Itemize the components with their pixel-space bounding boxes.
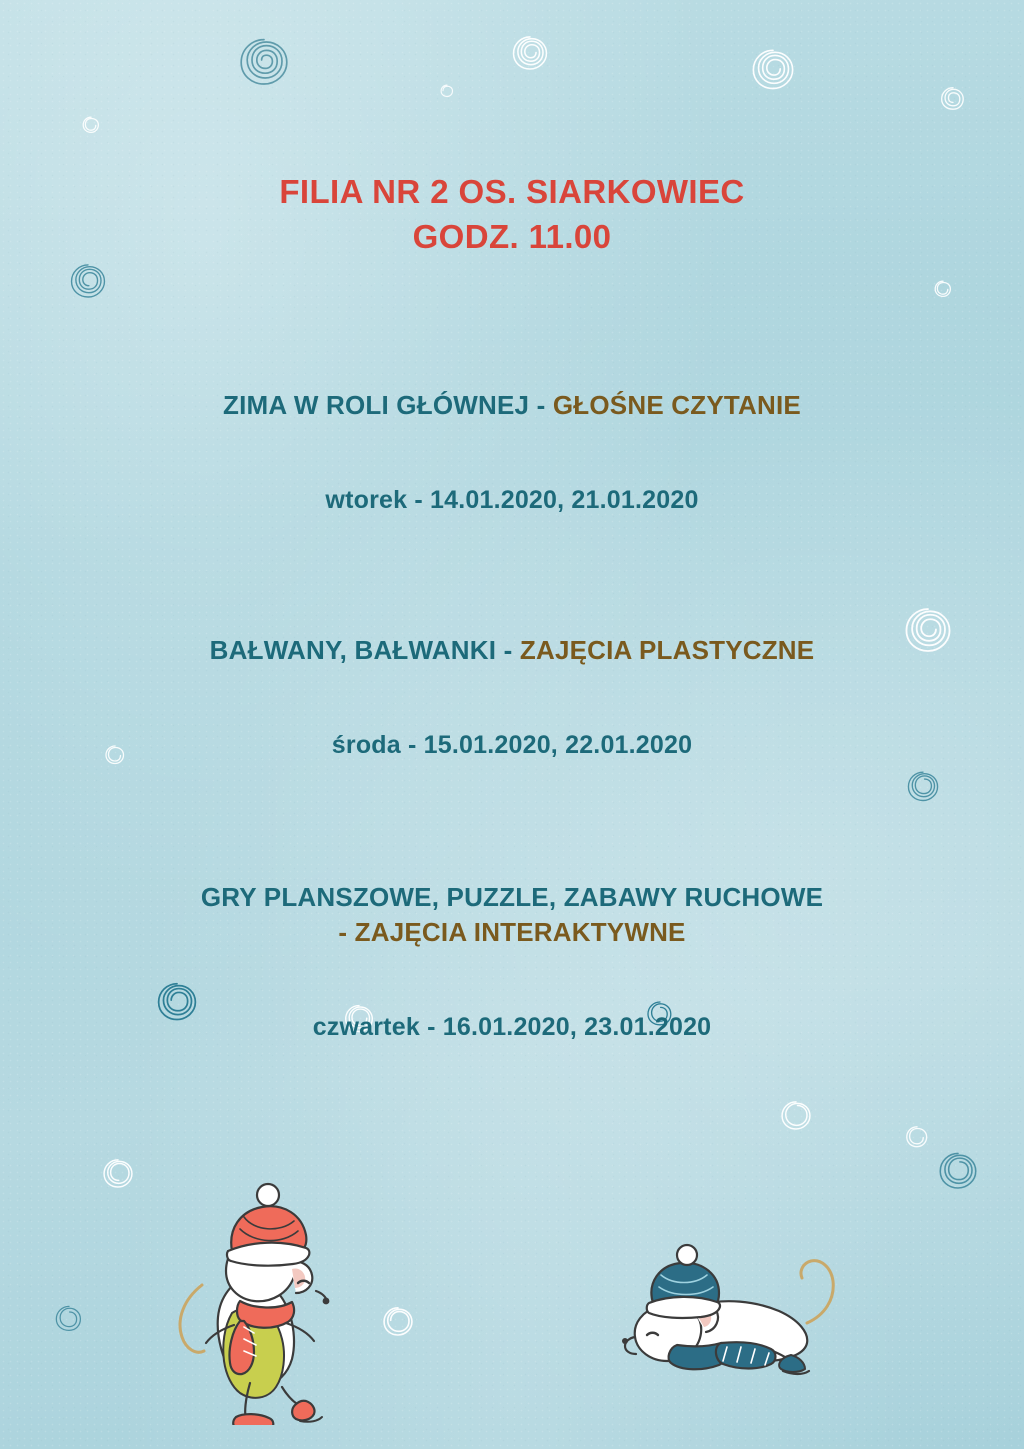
event-1-title — [0, 388, 1024, 424]
snowflake-icon — [774, 1096, 818, 1140]
event-2-dates: środa - 15.01.2020, 22.01.2020 — [331, 730, 693, 759]
snowflake-icon — [50, 1300, 88, 1338]
sleeping-mouse-illustration — [595, 1195, 865, 1385]
event-2-title-separator: - — [496, 634, 520, 665]
event-2-title-kind: ZAJĘCIA PLASTYCZNE — [519, 634, 815, 665]
event-1-dates: wtorek - 14.01.2020, 21.01.2020 — [325, 485, 699, 514]
event-2-title-main: BAŁWANY, BAŁWANKI — [209, 634, 497, 665]
event-1-title-main: ZIMA W ROLI GŁÓWNEJ — [223, 389, 530, 420]
snowflake-icon — [96, 1154, 140, 1198]
snowflake-icon — [900, 1120, 934, 1154]
skating-mouse-illustration — [140, 1125, 390, 1425]
event-1-title-kind: GŁOŚNE CZYTANIE — [552, 389, 801, 420]
event-3-dates: czwartek - 16.01.2020, 23.01.2020 — [312, 1013, 712, 1042]
event-3-title — [0, 880, 1024, 952]
snowflake-icon — [930, 1146, 986, 1202]
event-2-title — [0, 633, 1024, 669]
event-3-title-main: GRY PLANSZOWE, PUZZLE, ZABAWY RUCHOWE — [200, 881, 824, 912]
time-title: GODZ. 11.00 — [412, 217, 612, 255]
poster-header — [0, 170, 1024, 260]
event-3-title-kind: - ZAJĘCIA INTERAKTYWNE — [338, 917, 686, 948]
event-1-title-separator: - — [529, 389, 553, 420]
venue-title: FILIA NR 2 OS. SIARKOWIEC — [279, 173, 745, 210]
